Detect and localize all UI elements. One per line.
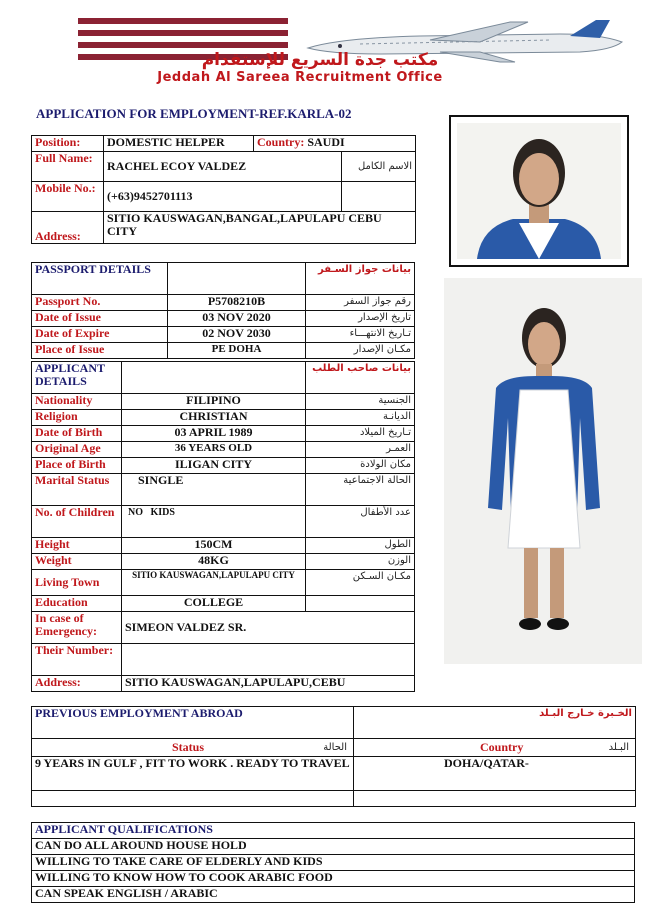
stripe-1 bbox=[78, 18, 288, 24]
mobile-empty-cell bbox=[342, 182, 416, 212]
address2-value: SITIO KAUSWAGAN,LAPULAPU,CEBU bbox=[122, 676, 415, 692]
education-label: Education bbox=[32, 596, 122, 612]
passport-table bbox=[31, 262, 415, 359]
applicant-header: APPLICANT DETAILS bbox=[32, 362, 122, 394]
mobile-label: Mobile No.: bbox=[32, 182, 104, 212]
pob-ar: مكان الولادة bbox=[306, 458, 415, 474]
place-of-issue-value: PE DOHA bbox=[168, 343, 306, 359]
full-body-photo-frame bbox=[444, 278, 642, 664]
marital-value: SINGLE bbox=[122, 474, 306, 506]
height-value: 150CM bbox=[122, 538, 306, 554]
employment-empty-1 bbox=[32, 791, 354, 807]
religion-label: Religion bbox=[32, 410, 122, 426]
date-of-expire-value: 02 NOV 2030 bbox=[168, 327, 306, 343]
employment-table bbox=[31, 706, 636, 807]
basic-info-table bbox=[31, 135, 416, 244]
country-value: SAUDI bbox=[307, 135, 345, 149]
emergency-label: In case of Emergency: bbox=[32, 612, 122, 644]
country-col-ar: البـلد bbox=[608, 742, 629, 753]
full-name-ar: الاسم الكامل bbox=[342, 152, 416, 182]
religion-value: CHRISTIAN bbox=[122, 410, 306, 426]
height-label: Height bbox=[32, 538, 122, 554]
status-label: Status bbox=[172, 740, 205, 754]
weight-value: 48KG bbox=[122, 554, 306, 570]
qualification-item: WILLING TO TAKE CARE OF ELDERLY AND KIDS bbox=[32, 855, 635, 871]
stripe-3 bbox=[78, 42, 288, 48]
country-header-cell bbox=[354, 739, 636, 757]
qualifications-table bbox=[31, 822, 635, 903]
emergency-value: SIMEON VALDEZ SR. bbox=[122, 612, 415, 644]
living-town-label: Living Town bbox=[32, 570, 122, 596]
nationality-ar: الجنسية bbox=[306, 394, 415, 410]
document-title: APPLICATION FOR EMPLOYMENT-REF.KARLA-02 bbox=[36, 106, 352, 121]
position-label: Position: bbox=[32, 136, 104, 152]
passport-no-value: P5708210B bbox=[168, 295, 306, 311]
dob-ar: تـاريخ الميلاد bbox=[306, 426, 415, 442]
full-body-photo bbox=[444, 278, 642, 664]
place-of-issue-label: Place of Issue bbox=[32, 343, 168, 359]
position-value: DOMESTIC HELPER bbox=[104, 136, 254, 152]
date-of-issue-value: 03 NOV 2020 bbox=[168, 311, 306, 327]
marital-ar: الحالة الاجتماعية bbox=[306, 474, 415, 506]
qualification-item: WILLING TO KNOW HOW TO COOK ARABIC FOOD bbox=[32, 871, 635, 887]
country-value: DOHA/QATAR- bbox=[354, 757, 636, 791]
weight-label: Weight bbox=[32, 554, 122, 570]
date-of-expire-label: Date of Expire bbox=[32, 327, 168, 343]
nationality-label: Nationality bbox=[32, 394, 122, 410]
date-of-issue-label: Date of Issue bbox=[32, 311, 168, 327]
age-value: 36 YEARS OLD bbox=[122, 442, 306, 458]
brand-english-title: Jeddah Al Sareea Recruitment Office bbox=[157, 70, 443, 85]
employment-header-ar: الخـبرة خـارج البـلد bbox=[354, 707, 636, 739]
employment-empty-2 bbox=[354, 791, 636, 807]
portrait-photo bbox=[457, 123, 621, 259]
religion-ar: الديانـة bbox=[306, 410, 415, 426]
passport-header-ar: بيانات جواز السـفر bbox=[306, 263, 415, 295]
their-number-label: Their Number: bbox=[32, 644, 122, 676]
address2-label: Address: bbox=[32, 676, 122, 692]
dob-label: Date of Birth bbox=[32, 426, 122, 442]
full-name-label: Full Name: bbox=[32, 152, 104, 182]
their-number-value bbox=[122, 644, 415, 676]
country-label: Country: bbox=[257, 135, 305, 149]
education-empty bbox=[306, 596, 415, 612]
date-of-expire-ar: تـاريخ الانتهـــاء bbox=[306, 327, 415, 343]
stripe-2 bbox=[78, 30, 288, 36]
status-header-cell bbox=[32, 739, 354, 757]
children-value: NO KIDS bbox=[122, 506, 306, 538]
pob-label: Place of Birth bbox=[32, 458, 122, 474]
status-ar: الحالة bbox=[323, 742, 347, 753]
date-of-issue-ar: تاريخ الإصدار bbox=[306, 311, 415, 327]
marital-label: Marital Status bbox=[32, 474, 122, 506]
brand-arabic-title: مكتب جدة السريع للإستقدام bbox=[201, 50, 439, 70]
qualification-item: CAN DO ALL AROUND HOUSE HOLD bbox=[32, 839, 635, 855]
qualification-item: CAN SPEAK ENGLISH / ARABIC bbox=[32, 887, 635, 903]
passport-header-empty bbox=[168, 263, 306, 295]
employment-header: PREVIOUS EMPLOYMENT ABROAD bbox=[32, 707, 354, 739]
age-ar: العمـر bbox=[306, 442, 415, 458]
age-label: Original Age bbox=[32, 442, 122, 458]
mobile-value: (+63)9452701113 bbox=[104, 182, 342, 212]
dob-value: 03 APRIL 1989 bbox=[122, 426, 306, 442]
country-cell bbox=[254, 136, 416, 152]
applicant-header-ar: بيانات صاحب الطلب bbox=[306, 362, 415, 394]
portrait-frame bbox=[449, 115, 629, 267]
weight-ar: الوزن bbox=[306, 554, 415, 570]
address-value: SITIO KAUSWAGAN,BANGAL,LAPULAPU CEBU CITY bbox=[104, 212, 416, 244]
place-of-issue-ar: مكـان الإصدار bbox=[306, 343, 415, 359]
children-label: No. of Children bbox=[32, 506, 122, 538]
applicant-header-empty bbox=[122, 362, 306, 394]
nationality-value: FILIPINO bbox=[122, 394, 306, 410]
status-value: 9 YEARS IN GULF , FIT TO WORK . READY TO TRAVEL bbox=[32, 757, 354, 791]
pob-value: ILIGAN CITY bbox=[122, 458, 306, 474]
address-label: Address: bbox=[32, 212, 104, 244]
height-ar: الطول bbox=[306, 538, 415, 554]
passport-no-label: Passport No. bbox=[32, 295, 168, 311]
qualifications-header: APPLICANT QUALIFICATIONS bbox=[32, 823, 635, 839]
passport-header: PASSPORT DETAILS bbox=[32, 263, 168, 295]
education-value: COLLEGE bbox=[122, 596, 306, 612]
full-name-value: RACHEL ECOY VALDEZ bbox=[104, 152, 342, 182]
children-ar: عدد الأطفال bbox=[306, 506, 415, 538]
passport-no-ar: رقم جواز السفر bbox=[306, 295, 415, 311]
living-town-ar: مكـان السـكن bbox=[306, 570, 415, 596]
country-col-label: Country bbox=[480, 740, 524, 754]
applicant-table bbox=[31, 361, 415, 692]
living-town-value: SITIO KAUSWAGAN,LAPULAPU CITY bbox=[122, 570, 306, 596]
